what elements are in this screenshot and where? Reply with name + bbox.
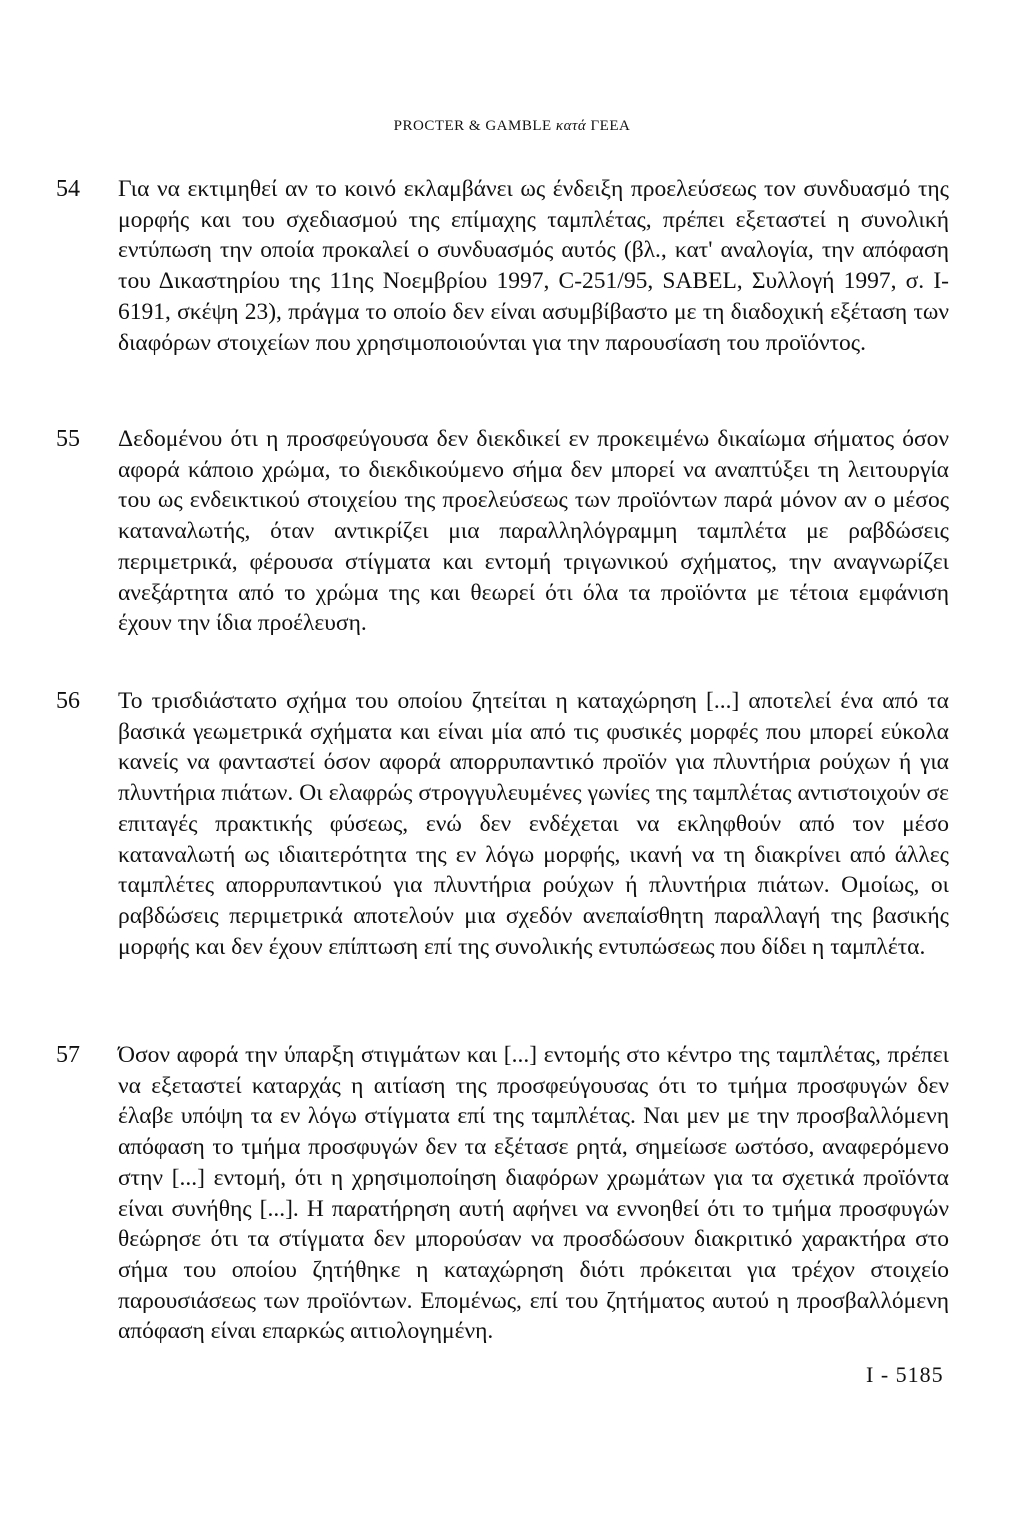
paragraph-57 [56,1040,956,1347]
paragraph-number: 57 [56,1042,80,1068]
paragraph-text: Όσον αφορά την ύπαρξη στιγμάτων και [...] εντομής στο κέντρο της ταμπλέτας, πρέπει να εξεταστεί καταρχάς η αιτίαση της προσφεύγουσας ότι το τμήμα προσφυγών δεν έλαβε υπόψη τα εν λόγω στίγματα επί της ταμπλέτας. Ναι μεν με την προσβαλλόμενη απόφαση το τμήμα προσφυγών δεν τα εξέτασε ρητά, σημείωσε ωστόσο, αναφερόμενο στην [...] εντομή, ότι η χρησιμοποίηση διαφόρων χρωμάτων για τα σχετικά προϊόντα είναι συνήθης [...]. Η παρατήρηση αυτή αφήνει να εννοηθεί ότι το τμήμα προσφυγών θεώρησε ότι τα στίγματα δεν μπορούσαν να προσδώσουν διακριτικό χαρακτήρα στο σήμα του οποίου ζητήθηκε η καταχώρηση διότι πρόκειται για τρέχον στοιχείο παρουσιάσεως των προϊόντων. Επομένως, επί του ζητήματος αυτού η προσβαλλόμενη απόφαση είναι επαρκώς αιτιολογημένη. [118,1042,949,1345]
header-versus: κατά [555,118,587,134]
paragraph-text: Για να εκτιμηθεί αν το κοινό εκλαμβάνει ως ένδειξη προελεύσεως τον συνδυασμό της μορφής και του σχεδιασμού της επίμαχης ταμπλέτας, πρέπει εξεταστεί η συνολική εντύπωση την οποία προκαλεί ο συνδυασμός αυτός (βλ., κατ' αναλογία, την απόφαση του Δικαστηρίου της 11ης Νοεμβρίου 1997, C-251/95, SABEL, Συλλογή 1997, σ. I-6191, σκέψη 23), πράγμα το οποίο δεν είναι ασυμβίβαστο με τη διαδοχική εξέταση των διαφόρων στοιχείων που χρησιμοποιούνται για την παρουσίαση του προϊόντος. [118,176,949,356]
paragraph-text: Δεδομένου ότι η προσφεύγουσα δεν διεκδικεί εν προκειμένω δικαίωμα σήματος όσον αφορά κάποιο χρώμα, το διεκδικούμενο σήμα δεν μπορεί να αναπτύξει τη λειτουργία του ως ενδεικτικού στοιχείου της προελεύσεως των προϊόντων παρά μόνον αν ο μέσος καταναλωτής, όταν αντικρίζει μια παραλληλόγραμμη ταμπλέτα με ραβδώσεις περιμετρικά, φέρουσα στίγματα και εντομή τριγωνικού σχήματος, την αναγνωρίζει ανεξάρτητα από το χρώμα της και θεωρεί ότι όλα τα προϊόντα με τέτοια εμφάνιση έχουν την ίδια προέλευση. [118,426,949,637]
header-party-right: ΓΕΕΑ [590,118,631,134]
paragraph-number: 55 [56,426,80,452]
running-header [0,118,1024,135]
paragraph-text: Το τρισδιάστατο σχήμα του οποίου ζητείται η καταχώρηση [...] αποτελεί ένα από τα βασικά γεωμετρικά σχήματα και είναι μία από τις φυσικές μορφές που μπορεί εύκολα κανείς να φανταστεί όσον αφορά απορρυπαντικό προϊόν για πλυντήρια ρούχων ή για πλυντήρια πιάτων. Οι ελαφρώς στρογγυλευμένες γωνίες της ταμπλέτας αντιστοιχούν σε επιταγές πρακτικής φύσεως, ενώ δεν ενδέχεται να εκληφθούν από τον μέσο καταναλωτή ως ιδιαιτερότητα της εν λόγω μορφής, ικανή να τη διακρίνει από άλλες ταμπλέτες απορρυπαντικού για πλυντήρια ρούχων ή πλυντήρια πιάτων. Ομοίως, οι ραβδώσεις περιμετρικά αποτελούν μια σχεδόν ανεπαίσθητη παραλλαγή της βασικής μορφής και δεν έχουν επίπτωση επί της συνολικής εντυπώσεως που δίδει η ταμπλέτα. [118,688,949,960]
paragraph-number: 56 [56,688,80,714]
page-number: I - 5185 [866,1362,944,1387]
paragraph-number: 54 [56,176,80,202]
header-party-left: PROCTER & GAMBLE [393,118,552,134]
paragraph-56 [56,686,956,962]
paragraph-55 [56,424,956,639]
paragraph-54 [56,174,956,358]
